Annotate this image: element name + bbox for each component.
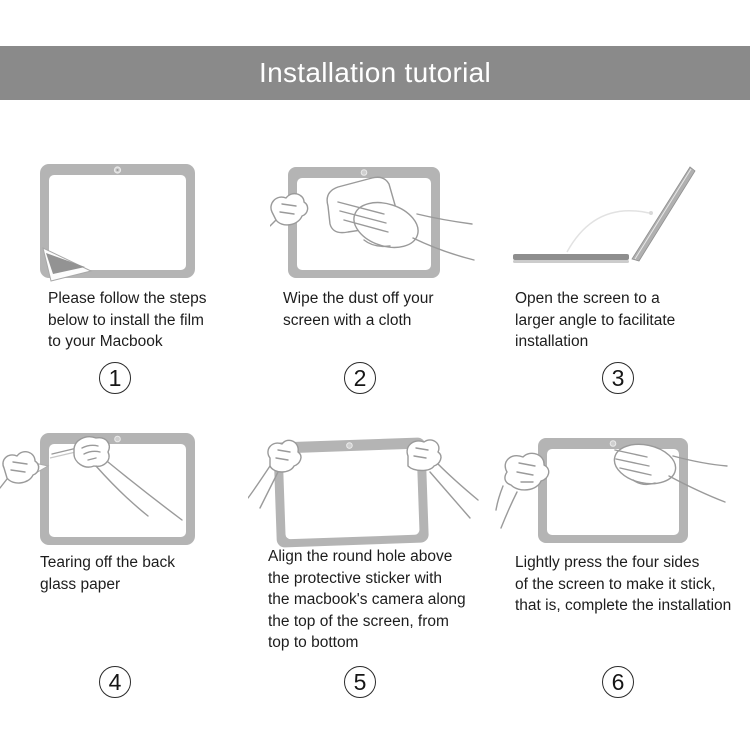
- step-number-badge: 5: [344, 666, 376, 698]
- step-description: [48, 288, 207, 353]
- pinching-hand: [0, 452, 39, 488]
- camera-dot: [115, 436, 121, 442]
- step-description-line: Wipe the dust off your: [283, 290, 434, 307]
- step-description-line: Align the round hole above: [268, 548, 453, 565]
- step-description-line: the macbook's camera along: [268, 591, 466, 608]
- step-number-badge: 6: [602, 666, 634, 698]
- camera-dot: [361, 170, 367, 176]
- step-number-badge: 3: [602, 362, 634, 394]
- step-description-line: below to install the film: [48, 311, 204, 329]
- laptop-base: [513, 254, 629, 263]
- hands-aligning-film-to-screen-icon: [248, 430, 483, 550]
- step-description: [515, 552, 731, 617]
- macbook-screen-film-peel-icon: [40, 162, 200, 282]
- step-description-line: of the screen to make it stick,: [515, 575, 716, 593]
- step-description: [283, 288, 434, 331]
- step-description-line: to your Macbook: [48, 333, 163, 350]
- open-angle-arc: [567, 211, 649, 252]
- hand-pressing-screen-edges-icon: [495, 430, 750, 550]
- step-number-badge: 2: [344, 362, 376, 394]
- step-description-line: the protective sticker with: [268, 569, 443, 587]
- step-number-badge: 4: [99, 666, 131, 698]
- step-description-line: Lightly press the four sides: [515, 554, 700, 571]
- step-description-line: that is, complete the installation: [515, 597, 732, 614]
- step-description-line: the top of the screen, from: [268, 612, 449, 630]
- step-description-line: screen with a cloth: [283, 311, 412, 329]
- camera-dot: [610, 441, 616, 447]
- step-description-line: Please follow the steps: [48, 290, 207, 307]
- device-screen: [49, 175, 186, 270]
- step-description-line: Tearing off the back: [40, 554, 175, 571]
- step-description-line: larger angle to facilitate: [515, 311, 676, 329]
- camera-dot: [347, 443, 353, 449]
- step-description: [268, 546, 466, 654]
- hands-tearing-back-paper-icon: [0, 428, 215, 550]
- step-description-line: installation: [515, 333, 589, 350]
- step-description-line: Open the screen to a: [515, 290, 660, 307]
- step-description: [40, 552, 175, 595]
- step-description: [515, 288, 675, 353]
- header-bar: [0, 46, 750, 100]
- step-description-line: glass paper: [40, 575, 121, 593]
- laptop-screen-panel: [632, 167, 695, 261]
- step-description-line: top to bottom: [268, 634, 359, 651]
- step-number-badge: 1: [99, 362, 131, 394]
- hand-wiping-screen-with-cloth-icon: [270, 162, 485, 282]
- device-screen: [49, 444, 186, 537]
- laptop-opened-wide-angle-icon: [505, 153, 750, 278]
- page-title: Installation tutorial: [259, 57, 491, 88]
